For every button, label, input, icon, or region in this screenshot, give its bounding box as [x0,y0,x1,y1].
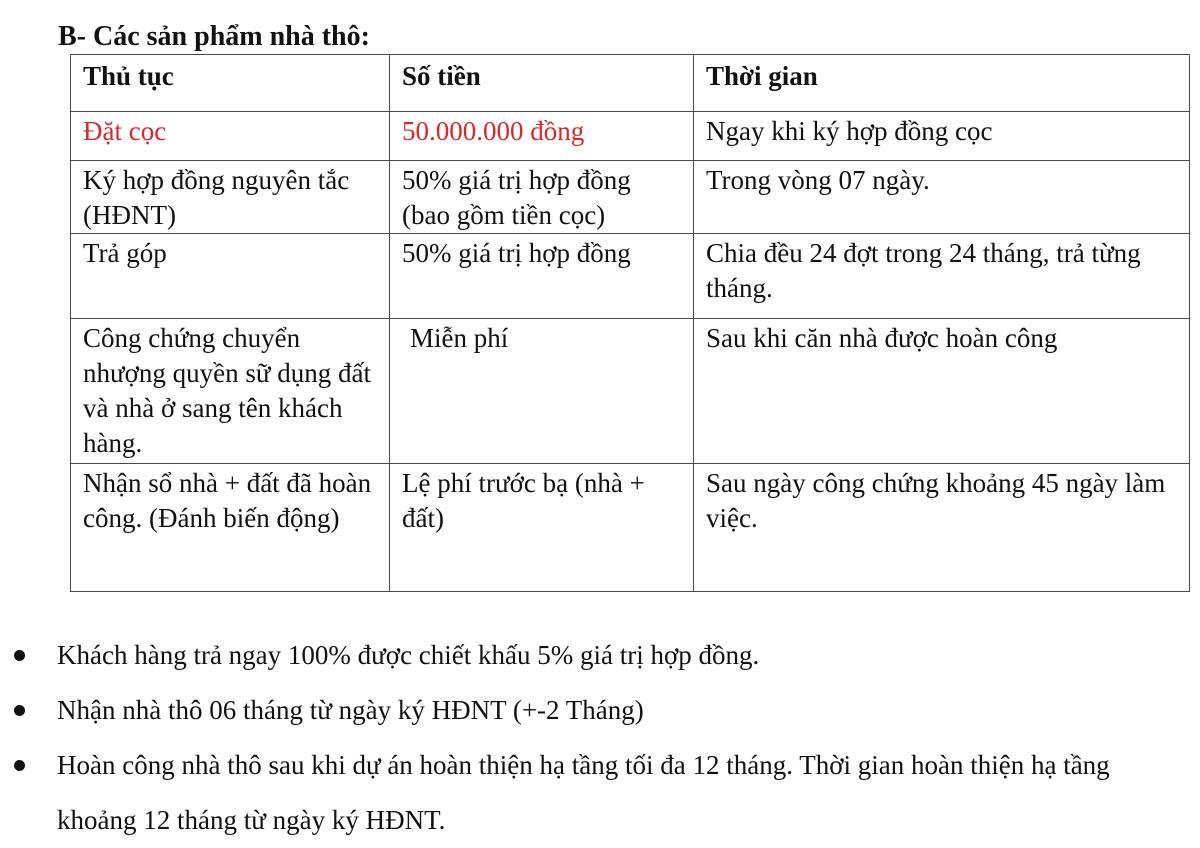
time-cell: Ngay khi ký hợp đồng cọc [694,112,1190,161]
procedure-cell: Ký hợp đồng nguyên tắc (HĐNT) [71,161,390,234]
bullet-icon [14,650,25,661]
procedure-cell: Công chứng chuyển nhượng quyền sữ dụng đất và nhà ở sang tên khách hàng. [71,319,390,464]
amount-cell: 50% giá trị hợp đồng (bao gồm tiền cọc) [390,161,694,234]
header-procedure: Thủ tục [71,55,390,112]
amount-cell: Lệ phí trước bạ (nhà + đất) [390,464,694,592]
header-time: Thời gian [694,55,1190,112]
time-cell: Sau khi căn nhà được hoàn công [694,319,1190,464]
time-cell: Sau ngày công chứng khoảng 45 ngày làm việc. [694,464,1190,592]
time-cell: Trong vòng 07 ngày. [694,161,1190,234]
amount-cell: 50% giá trị hợp đồng [390,234,694,319]
amount-cell: Miễn phí [390,319,694,464]
note-text: Hoàn công nhà thô sau khi dự án hoàn thiện hạ tầng tối đa 12 tháng. Thời gian hoàn thiện hạ tầng khoảng 12 tháng từ ngày ký HĐNT. [57,750,1110,835]
note-item [0,738,1200,848]
amount-cell: 50.000.000 đồng [390,112,694,161]
table-row [71,161,1190,234]
table-header-row [71,55,1190,112]
notes-list [0,628,1200,848]
table-row [71,319,1190,464]
procedure-cell: Trả góp [71,234,390,319]
table-row [71,112,1190,161]
table-row [71,234,1190,319]
bullet-icon [14,760,25,771]
note-text: Khách hàng trả ngay 100% được chiết khấu 5% giá trị hợp đồng. [57,640,760,670]
note-text: Nhận nhà thô 06 tháng từ ngày ký HĐNT (+-2 Tháng) [57,695,644,725]
payment-schedule-table [70,54,1190,592]
header-amount: Số tiền [390,55,694,112]
note-item [0,628,1200,683]
procedure-cell: Đặt cọc [71,112,390,161]
table-row [71,464,1190,592]
note-item [0,683,1200,738]
time-cell: Chia đều 24 đợt trong 24 tháng, trả từng tháng. [694,234,1190,319]
procedure-cell: Nhận sổ nhà + đất đã hoàn công. (Đánh biến động) [71,464,390,592]
bullet-icon [14,705,25,716]
section-heading: B- Các sản phẩm nhà thô: [58,21,370,52]
